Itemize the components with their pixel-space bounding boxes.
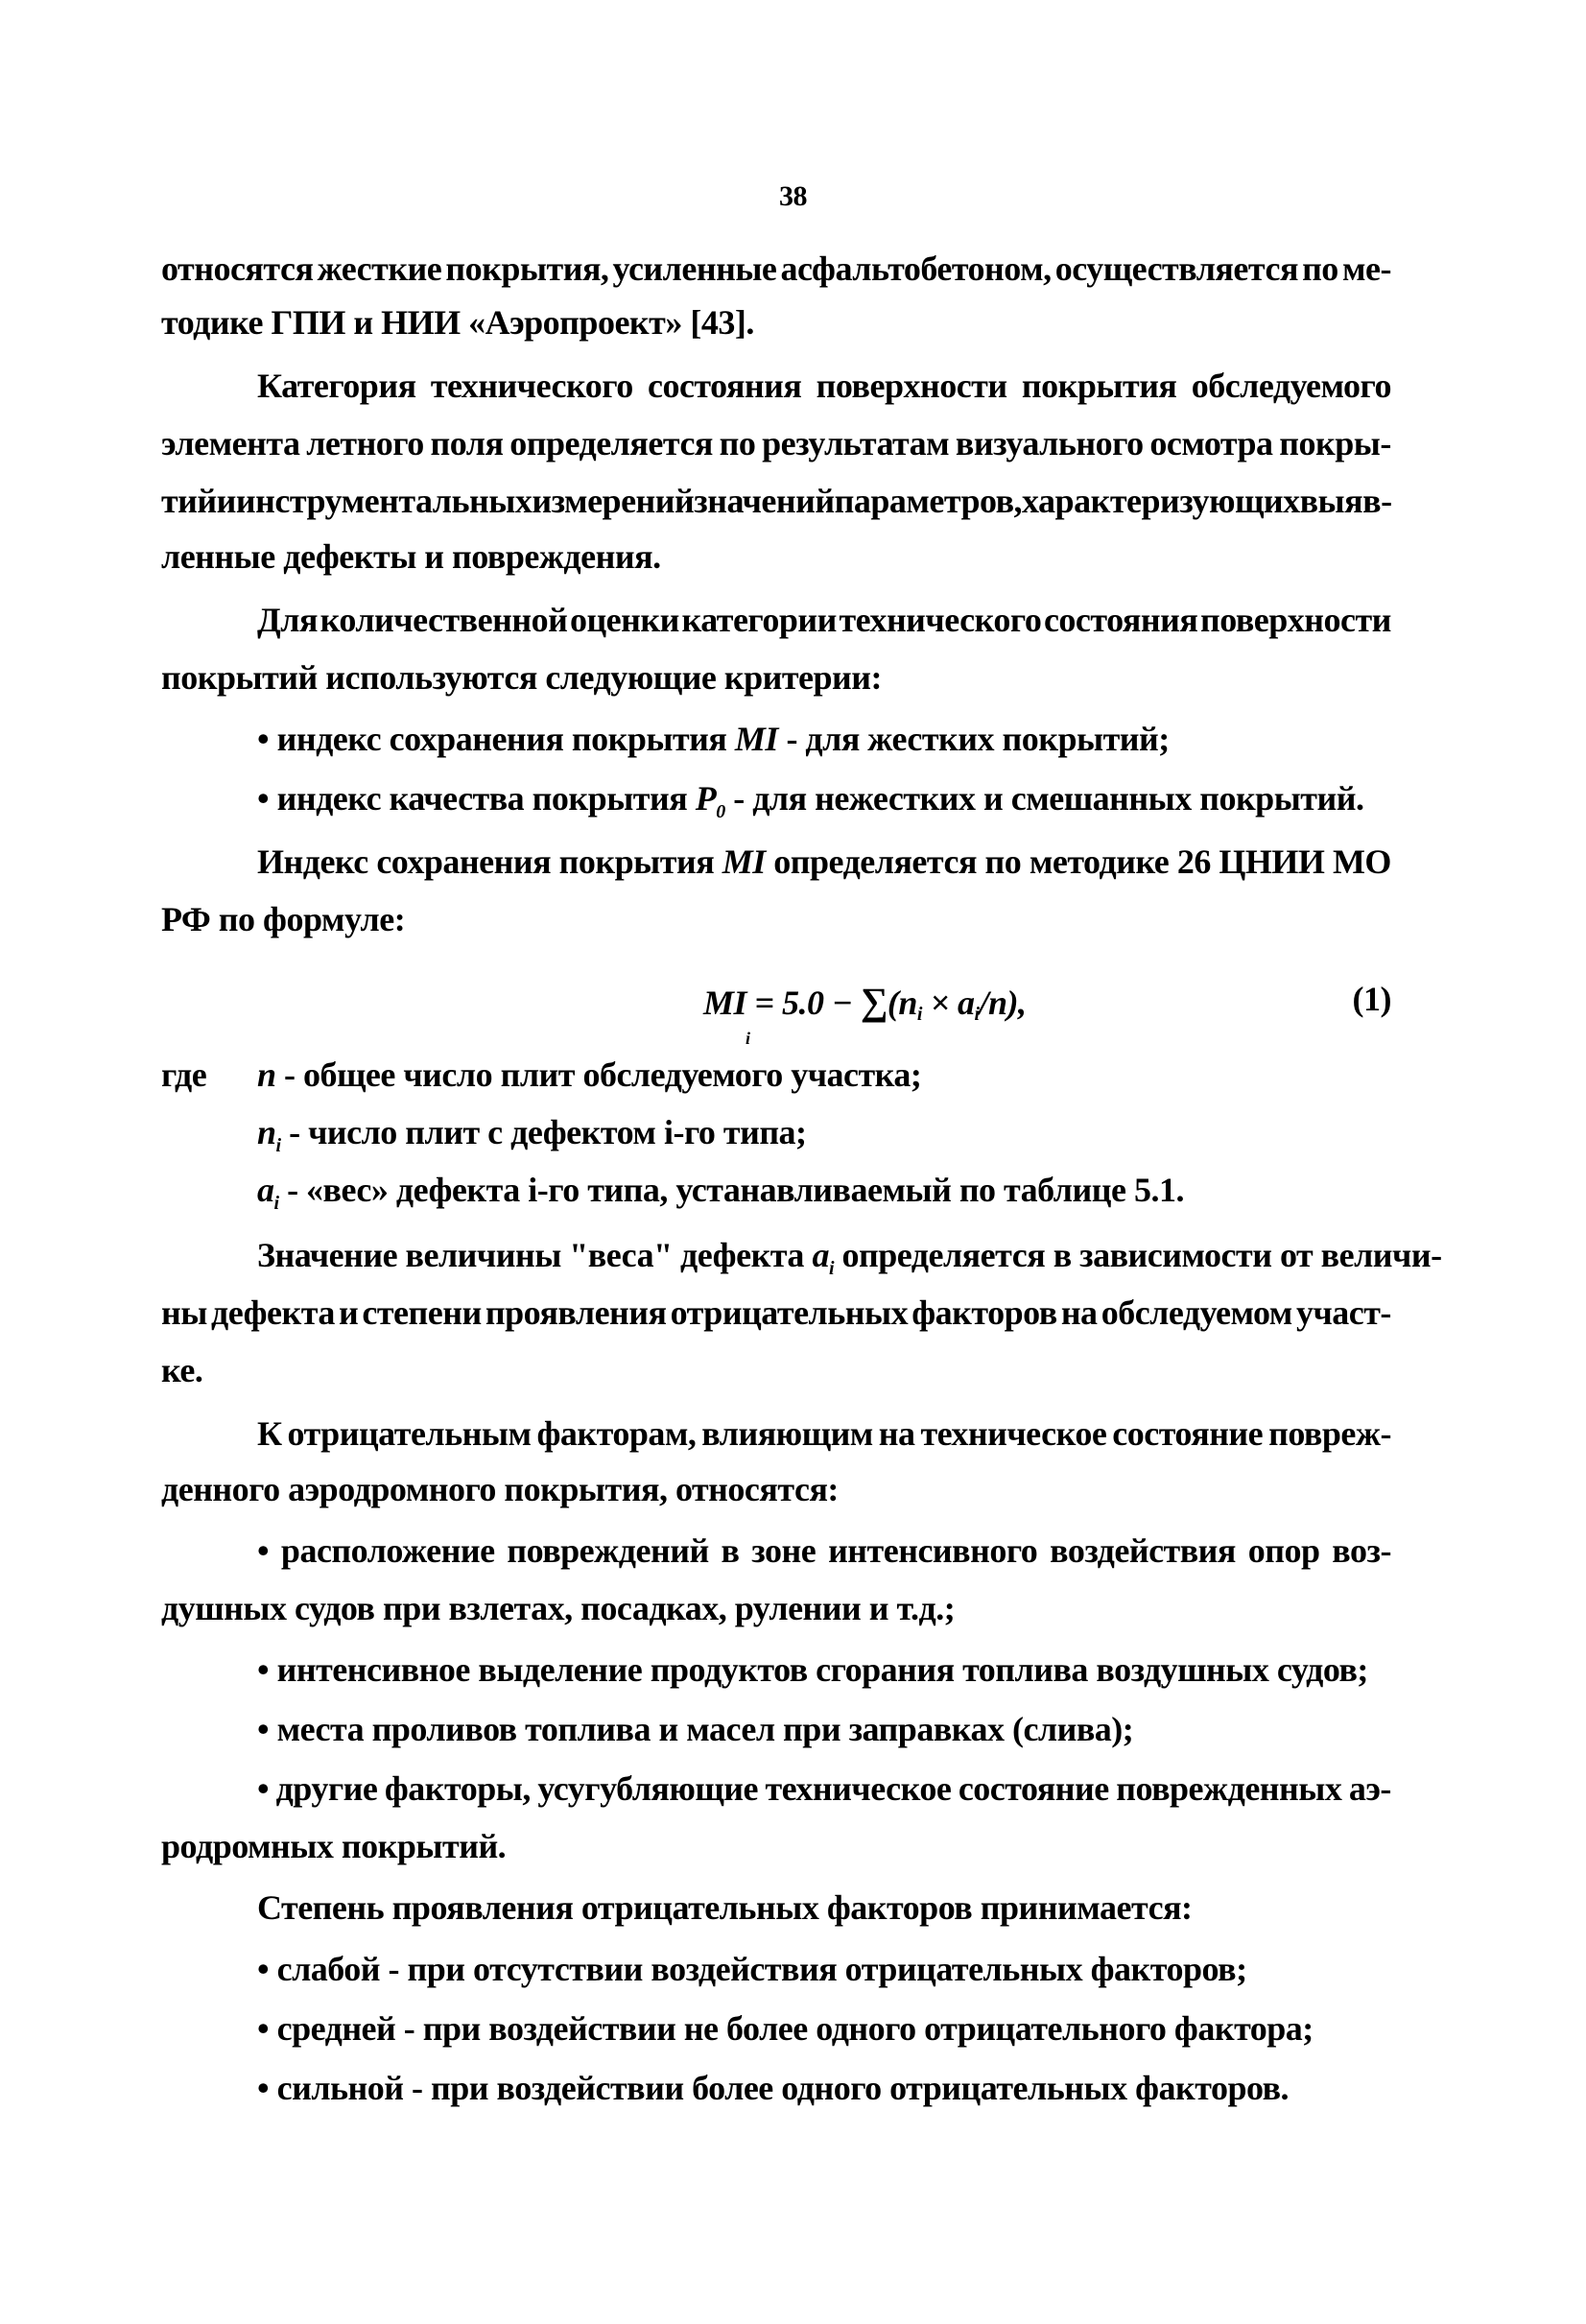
word: повреж-: [1268, 1414, 1391, 1453]
word: в: [721, 1531, 740, 1570]
word: измерений: [532, 482, 695, 520]
subscript: i: [275, 1135, 281, 1157]
definition-ni: [257, 1115, 807, 1155]
symbol-p0: [695, 779, 725, 823]
word: опор: [1247, 1531, 1320, 1570]
symbol: a: [257, 1171, 274, 1209]
sum-sign: ∑: [860, 980, 888, 1023]
word: относятся: [161, 249, 314, 288]
word: параметров,: [834, 482, 1023, 520]
equation-number: (1): [1352, 980, 1391, 1018]
text: - общее число плит обследуемого участка;: [275, 1055, 922, 1094]
word: Индекс: [257, 842, 368, 881]
paragraph-2-line-2: [161, 426, 1391, 461]
word: покрытия,: [445, 249, 609, 288]
paragraph-3-line-1: [257, 603, 1391, 637]
symbol-mi: MI: [734, 720, 778, 758]
paragraph-1-line-2: тодике ГПИ и НИИ «Аэропроект» [43].: [161, 303, 754, 342]
word: ны: [161, 1293, 207, 1332]
word: расположение: [280, 1531, 495, 1570]
page-number: 38: [779, 180, 807, 212]
factors-item-1-line-1: [257, 1533, 1391, 1568]
word: интенсивного: [828, 1531, 1038, 1570]
symbol-n: n: [257, 1055, 276, 1094]
criteria-item-2: [257, 781, 1363, 821]
paragraph-2-line-4: ленные дефекты и повреждения.: [161, 537, 661, 576]
symbol-mi: MI: [722, 842, 766, 881]
criteria-item-1: [257, 722, 1170, 756]
text: определяется в зависимости от величи-: [834, 1236, 1442, 1274]
word: состояния: [647, 367, 802, 405]
word: поля: [430, 424, 504, 462]
degrees-item-1: • слабой - при отсутствии воздействия отрицательных факторов;: [257, 1950, 1247, 1988]
word: на: [878, 1414, 915, 1453]
paragraph-5-line-3: ке.: [161, 1351, 203, 1389]
word: зоне: [751, 1531, 817, 1570]
subscript: i: [273, 1193, 279, 1215]
factors-item-1-line-2: душных судов при взлетах, посадках, рулении и т.д.;: [161, 1589, 956, 1627]
word: отрицательным: [287, 1414, 532, 1453]
word: МО: [1332, 842, 1391, 881]
definition-ai: [257, 1173, 1184, 1213]
word: осмотра: [1149, 424, 1273, 462]
text: Значение величины "веса" дефекта: [257, 1236, 813, 1274]
text: • индекс сохранения покрытия: [257, 720, 735, 758]
subscript: i: [828, 1258, 834, 1280]
word: категории: [681, 601, 837, 639]
word: покры-: [1279, 424, 1391, 462]
word: ме-: [1341, 249, 1391, 288]
word: воз-: [1332, 1531, 1391, 1570]
paragraph-3-line-2: покрытий используются следующие критерии:: [161, 658, 883, 697]
bullet: •: [257, 1769, 270, 1808]
subscript: i: [974, 1004, 980, 1025]
word: факторов: [911, 1293, 1057, 1332]
word: отрицательных: [670, 1293, 909, 1332]
text: - «вес» дефекта i-го типа, устанавливаемый по таблице 5.1.: [278, 1171, 1184, 1209]
paragraph-4-line-1: [257, 844, 1391, 879]
subscript: 0: [716, 801, 725, 823]
paragraph-6-line-1: [257, 1416, 1391, 1451]
word: и: [339, 1293, 359, 1332]
formula-part: (n: [887, 984, 917, 1022]
word: асфальтобетоном,: [780, 249, 1052, 288]
where-label: где: [161, 1055, 207, 1094]
word: факторам,: [536, 1414, 697, 1453]
symbol: n: [257, 1113, 276, 1151]
word: усугубляющие: [537, 1769, 759, 1808]
bullet: •: [257, 1531, 270, 1570]
word: обследуемого: [1191, 367, 1391, 405]
word: участ-: [1295, 1293, 1391, 1332]
word: аэ-: [1348, 1769, 1391, 1808]
word: выяв-: [1299, 482, 1392, 520]
subscript: i: [916, 1004, 922, 1025]
word: жесткие: [317, 249, 442, 288]
symbol-ai: [257, 1171, 279, 1215]
word: количественной: [320, 601, 568, 639]
word: технического: [839, 601, 1042, 639]
factors-item-3: • места проливов топлива и масел при заправках (слива);: [257, 1710, 1134, 1748]
word: визуального: [955, 424, 1144, 462]
paragraph-6-line-2: денного аэродромного покрытия, относятся:: [161, 1470, 839, 1508]
formula-mi: [703, 979, 1027, 1026]
word: характеризующих: [1022, 482, 1300, 520]
word: тий: [161, 482, 217, 520]
paragraph-5-line-1: [257, 1236, 1442, 1280]
symbol: P: [695, 779, 717, 818]
word: проявления: [485, 1293, 667, 1332]
word: техническое: [920, 1414, 1107, 1453]
word: состояние: [1112, 1414, 1264, 1453]
word: определяется: [773, 842, 977, 881]
factors-item-2: • интенсивное выделение продуктов сгорания топлива воздушных судов;: [257, 1650, 1368, 1689]
word: техническое: [765, 1769, 952, 1808]
paragraph-4-line-2: РФ по формуле:: [161, 900, 406, 938]
paragraph-7-line-1: Степень проявления отрицательных факторов принимается:: [257, 1888, 1193, 1927]
word: обследуемом: [1101, 1293, 1292, 1332]
word: поверхности: [1199, 601, 1391, 639]
word: К: [257, 1414, 282, 1453]
degrees-item-3: • сильной - при воздействии более одного отрицательных факторов.: [257, 2069, 1290, 2107]
symbol: a: [812, 1236, 829, 1274]
word: методике: [1029, 842, 1170, 881]
word: 26: [1176, 842, 1211, 881]
text: • индекс качества покрытия: [257, 779, 696, 818]
word: элемента: [161, 424, 300, 462]
word: состояние: [958, 1769, 1109, 1808]
word: покрытия: [1021, 367, 1177, 405]
word: ЦНИИ: [1219, 842, 1325, 881]
word: и: [216, 482, 236, 520]
paragraph-2-line-1: [257, 368, 1391, 403]
symbol-ai: [812, 1236, 834, 1280]
word: по: [719, 424, 756, 462]
degrees-item-2: • средней - при воздействии не более одного отрицательного фактора;: [257, 2009, 1314, 2048]
word: поврежденных: [1116, 1769, 1342, 1808]
paragraph-1-line-1: [161, 251, 1391, 286]
definition-n: [257, 1057, 921, 1092]
word: значений: [694, 482, 835, 520]
word: состояния: [1043, 601, 1198, 639]
symbol-ni: [257, 1113, 281, 1157]
word: усиленные: [612, 249, 777, 288]
word: дефекта: [210, 1293, 335, 1332]
word: влияющим: [701, 1414, 873, 1453]
word: по: [984, 842, 1022, 881]
text: - для жестких покрытий;: [777, 720, 1170, 758]
factors-item-4-line-1: [257, 1771, 1391, 1806]
sum-index: i: [746, 1029, 750, 1048]
word: по: [1302, 249, 1338, 288]
paragraph-5-line-2: [161, 1295, 1391, 1330]
formula-part: × a: [921, 984, 975, 1022]
word: летного: [306, 424, 424, 462]
word: повреждений: [507, 1531, 709, 1570]
word: степени: [362, 1293, 482, 1332]
paragraph-2-line-3: [161, 484, 1391, 518]
word: покрытия: [558, 842, 715, 881]
word: результатам: [762, 424, 950, 462]
word: Для: [257, 601, 318, 639]
word: воздействия: [1050, 1531, 1236, 1570]
word: факторы,: [384, 1769, 531, 1808]
formula-row: [161, 971, 1391, 1048]
text: - число плит с дефектом i-го типа;: [280, 1113, 807, 1151]
formula-lhs: MI = 5.0 −: [703, 984, 861, 1022]
word: поверхности: [816, 367, 1007, 405]
word: технического: [430, 367, 633, 405]
word: инструментальных: [235, 482, 533, 520]
word: другие: [275, 1769, 378, 1808]
word: оценки: [569, 601, 679, 639]
word: Категория: [257, 367, 416, 405]
word: осуществляется: [1054, 249, 1298, 288]
factors-item-4-line-2: родромных покрытий.: [161, 1827, 507, 1865]
text: - для нежестких и смешанных покрытий.: [724, 779, 1364, 818]
word: определяется: [509, 424, 713, 462]
formula-part: /n),: [979, 984, 1027, 1022]
word: на: [1060, 1293, 1098, 1332]
word: сохранения: [376, 842, 552, 881]
